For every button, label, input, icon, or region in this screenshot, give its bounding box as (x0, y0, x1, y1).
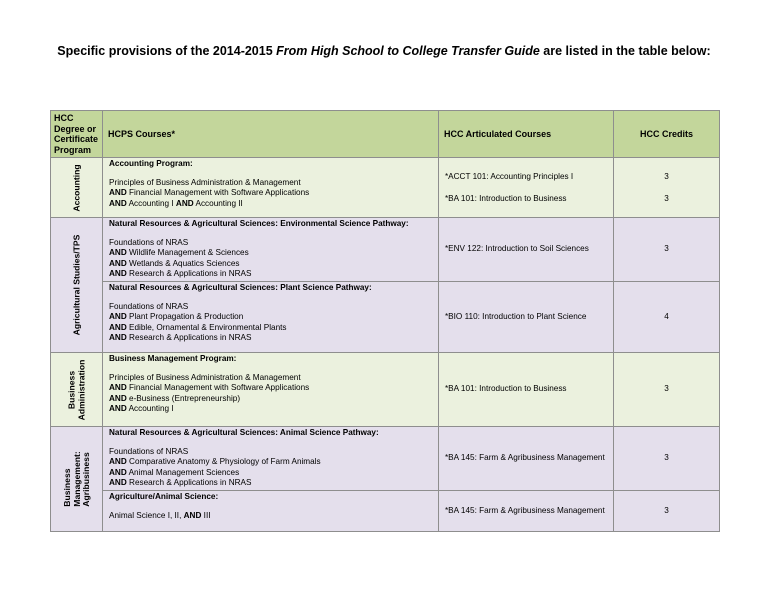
credit-value: 3 (664, 194, 669, 204)
header-articulated-courses: HCC Articulated Courses (439, 111, 614, 158)
course-line: AND Research & Applications in NRAS (109, 268, 252, 278)
header-credits: HCC Credits (614, 111, 720, 158)
program-label: Business Administration (66, 359, 86, 420)
articulated-cell (439, 282, 614, 353)
credit-value: 3 (664, 172, 669, 181)
table-row (51, 158, 720, 218)
credit-value: 3 (664, 384, 669, 394)
table-row (51, 427, 720, 491)
hcps-cell (103, 491, 439, 532)
hcps-cell (103, 158, 439, 218)
articulated-course: *BA 101: Introduction to Business (445, 194, 567, 204)
course-line: Foundations of NRAS (109, 302, 189, 312)
course-line: AND Animal Management Sciences (109, 467, 240, 477)
heading-text-end: are listed in the table below: (539, 44, 711, 58)
credits-cell (614, 427, 720, 491)
credit-value: 4 (664, 311, 669, 321)
articulated-cell (439, 353, 614, 427)
articulated-cell (439, 218, 614, 282)
hcps-cell (103, 427, 439, 491)
heading-guide-title: From High School to College Transfer Guide (276, 44, 540, 58)
table-row (51, 218, 720, 282)
program-cell-accounting (51, 158, 103, 218)
course-line: Principles of Business Administration & Management (109, 373, 301, 383)
course-line: AND e-Business (Entrepreneurship) (109, 393, 241, 403)
program-cell-business-administration (51, 353, 103, 427)
program-heading: Agriculture/Animal Science: (109, 492, 219, 502)
header-hcps-courses: HCPS Courses* (103, 111, 439, 158)
table-row (51, 353, 720, 427)
course-line: Principles of Business Administration & Management (109, 178, 301, 188)
course-line: AND Edible, Ornamental & Environmental Plants (109, 322, 287, 332)
table-row (51, 491, 720, 532)
page-heading (0, 44, 768, 58)
program-cell-agribusiness (51, 427, 103, 532)
program-heading: Business Management Program: (109, 354, 237, 364)
program-label: Accounting (70, 163, 81, 212)
course-line: AND Plant Propagation & Production (109, 312, 244, 322)
articulated-course: *BA 145: Farm & Agribusiness Management (445, 453, 605, 463)
hcps-cell (103, 353, 439, 427)
articulated-cell (439, 491, 614, 532)
course-line: Foundations of NRAS (109, 238, 189, 248)
articulated-course: *BIO 110: Introduction to Plant Science (445, 311, 587, 321)
program-label: Business Management: Agribusiness (61, 451, 91, 507)
credit-value: 3 (664, 505, 669, 515)
articulated-cell (439, 158, 614, 218)
heading-text: Specific provisions of the 2014-2015 (57, 44, 277, 58)
program-label: Agricultural Studies/TPS (70, 234, 81, 336)
course-line: AND Research & Applications in NRAS (109, 332, 252, 342)
articulated-course: *ACCT 101: Accounting Principles I (445, 172, 574, 181)
articulated-cell (439, 427, 614, 491)
credits-cell (614, 282, 720, 353)
credit-value: 3 (664, 244, 669, 254)
course-line: AND Financial Management with Software Applications (109, 188, 310, 198)
course-line: AND Wildlife Management & Sciences (109, 248, 249, 258)
course-line: AND Accounting I AND Accounting II (109, 198, 243, 208)
articulated-course: *BA 101: Introduction to Business (445, 384, 567, 394)
articulated-course: *BA 145: Farm & Agribusiness Management (445, 505, 605, 515)
hcps-cell (103, 282, 439, 353)
articulated-course: *ENV 122: Introduction to Soil Sciences (445, 244, 589, 254)
table-row (51, 282, 720, 353)
course-line: Animal Science I, II, AND III (109, 511, 211, 521)
credits-cell (614, 491, 720, 532)
program-cell-agricultural-studies (51, 218, 103, 353)
credits-cell (614, 158, 720, 218)
program-heading: Natural Resources & Agricultural Sciences: Plant Science Pathway: (109, 283, 372, 293)
credits-cell (614, 353, 720, 427)
header-program: HCC Degree or Certificate Program (51, 111, 103, 158)
credits-cell (614, 218, 720, 282)
program-heading: Natural Resources & Agricultural Sciences: Environmental Science Pathway: (109, 219, 409, 228)
hcps-cell (103, 218, 439, 282)
credit-value: 3 (664, 453, 669, 463)
transfer-guide-table (50, 110, 720, 532)
program-heading: Natural Resources & Agricultural Sciences: Animal Science Pathway: (109, 428, 379, 438)
course-line: AND Accounting I (109, 403, 174, 413)
table-header-row (51, 111, 720, 158)
program-heading: Accounting Program: (109, 159, 193, 168)
course-line: AND Wetlands & Aquatics Sciences (109, 258, 240, 268)
course-line: AND Research & Applications in NRAS (109, 477, 252, 487)
course-line: AND Financial Management with Software Applications (109, 383, 310, 393)
course-line: AND Comparative Anatomy & Physiology of Farm Animals (109, 457, 321, 467)
course-line: Foundations of NRAS (109, 447, 189, 457)
